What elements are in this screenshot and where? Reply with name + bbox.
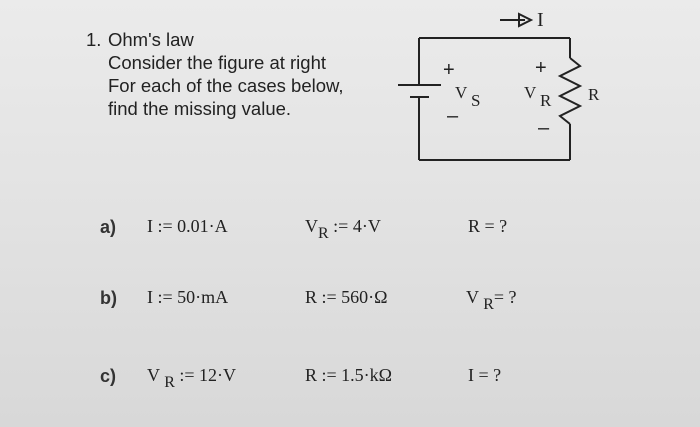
- case-a-given-voltage-value: := 4·V: [328, 216, 381, 236]
- case-c-unknown-symbol: I: [468, 365, 474, 385]
- resistor-voltage-sub: R: [540, 91, 552, 110]
- case-c-given-voltage: [147, 365, 237, 391]
- case-b-letter: b): [100, 288, 117, 308]
- case-c-given-resistance-value: := 1.5·kΩ: [317, 365, 393, 385]
- problem-line-2: For each of the cases below,: [108, 75, 344, 96]
- current-label: I: [537, 9, 544, 31]
- case-a-given-voltage-sub: R: [318, 225, 329, 242]
- case-a-unknown-symbol: R: [468, 216, 481, 236]
- source-voltage-sub: S: [471, 91, 481, 110]
- source-minus-sign: –: [447, 105, 459, 127]
- case-b-unknown: [466, 287, 517, 313]
- case-c-given-resistance: [305, 365, 392, 386]
- case-a-given-current: I := 0.01·A: [147, 216, 228, 236]
- case-c-unknown: [468, 365, 501, 386]
- case-c-given-resistance-symbol: R: [305, 365, 318, 385]
- case-b-unknown-symbol: V: [466, 287, 479, 307]
- resistor-label: R: [588, 85, 600, 104]
- case-a-given-voltage-symbol: V: [305, 216, 318, 236]
- circuit-diagram: [0, 0, 700, 190]
- case-c-letter: c): [100, 366, 117, 386]
- case-a-unknown-query: = ?: [480, 216, 508, 236]
- problem-number: 1.: [86, 29, 102, 50]
- case-a-given-voltage: [305, 216, 381, 242]
- problem-title: Ohm's law: [108, 29, 194, 50]
- source-voltage-label: V: [455, 83, 468, 102]
- case-b-given-resistance: [305, 287, 388, 308]
- case-c-given-voltage-sub: R: [164, 374, 175, 391]
- case-c-unknown-query: = ?: [474, 365, 502, 385]
- case-b-unknown-sub: R: [483, 296, 494, 313]
- case-a-letter: a): [100, 217, 117, 237]
- case-b-given-current: I := 50·mA: [147, 287, 229, 307]
- case-c-given-voltage-value: := 12·V: [174, 365, 237, 385]
- problem-line-1: Consider the figure at right: [108, 52, 327, 73]
- problem-line-3: find the missing value.: [108, 98, 292, 119]
- case-b-unknown-query: = ?: [493, 287, 517, 307]
- case-b-given-resistance-value: := 560·Ω: [317, 287, 388, 307]
- case-b-given-resistance-symbol: R: [305, 287, 318, 307]
- resistor-voltage-label: V: [524, 83, 537, 102]
- resistor-plus-sign: +: [535, 57, 547, 79]
- case-c-given-voltage-symbol: V: [147, 365, 160, 385]
- case-a-unknown: [468, 216, 507, 237]
- resistor-minus-sign: –: [538, 117, 550, 139]
- resistor-symbol: [560, 58, 580, 124]
- source-plus-sign: +: [443, 59, 455, 81]
